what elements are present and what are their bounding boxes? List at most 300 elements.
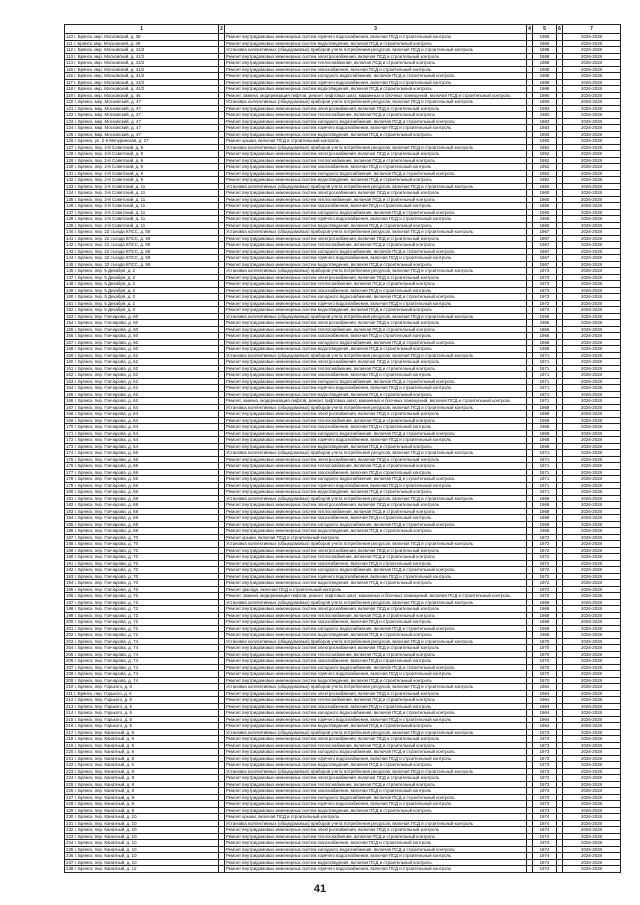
row-address: г. Брянск, пер. 22 съезда КПСС, д. 59 xyxy=(74,242,151,247)
row-period-cell: 2026-2028 xyxy=(563,138,621,145)
row-address: г. Брянск, пер. Гончарова, д. 64 xyxy=(74,424,139,429)
row-work-cell: Ремонт внутридомовых инженерных систем холодного водоснабжения, включая ПСД и строительный контроль xyxy=(225,664,527,671)
table-header-row xyxy=(65,25,621,34)
row-period-cell: 2026-2028 xyxy=(563,703,621,710)
row-number: 175 xyxy=(66,456,74,462)
row-address: г. Брянск, пер. Канатный, д. 10 xyxy=(74,820,137,826)
row-address: г. Брянск, пер. 5 Декабря, д. 2 xyxy=(74,274,136,280)
row-number: 149 xyxy=(66,287,74,293)
row-year-cell: 1974 xyxy=(533,859,557,866)
row-year-cell: 1973 xyxy=(533,762,557,769)
row-period-cell: 2026-2028 xyxy=(563,794,621,801)
row-year-cell: 1983 xyxy=(533,125,557,132)
row-number: 160 xyxy=(66,359,74,364)
row-year-cell: 1973 xyxy=(533,749,557,756)
row-work-cell: Установка коллективных (общедомовых) приборов учета потребления ресурсов, включая ПСД и строительный контроль xyxy=(225,352,527,359)
row-period-cell: 2026-2028 xyxy=(563,411,621,418)
row-work-cell: Ремонт внутридомовых инженерных систем теплоснабжения, включая ПСД и строительный контроль xyxy=(225,697,527,704)
row-address: г. Брянск, пер. 2-й Советский, д. 11 xyxy=(74,222,146,228)
header-col-7: 7 xyxy=(563,25,621,34)
row-number: 216 xyxy=(66,723,74,728)
row-work-cell: Установка коллективных (общедомовых) приборов учета потребления ресурсов, включая ПСД и строительный контроль xyxy=(225,268,527,275)
row-work-cell: Ремонт внутридомовых инженерных систем теплоснабжения, включая ПСД и строительный контроль xyxy=(225,833,527,840)
row-address: г. Брянск, пер. Гончарова, д. 66 xyxy=(74,456,139,462)
row-period-cell: 2026-2028 xyxy=(563,632,621,639)
row-address: г. Брянск, пер. Гончарова, д. 74 xyxy=(74,651,139,657)
row-address: г. Брянск, пер. Гончарова, д. 74 xyxy=(74,638,139,644)
row-period-cell: 2026-2028 xyxy=(563,105,621,112)
row-work-cell: Установка коллективных (общедомовых) приборов учета потребления ресурсов, включая ПСД и строительный контроль xyxy=(225,183,527,190)
row-address: г. Брянск, пер. Гончарова, д. 62 xyxy=(74,352,139,358)
row-address: г. Брянск, пер. Гончарова, д. 60 xyxy=(74,333,139,338)
row-work-cell: Ремонт внутридомовых инженерных систем водоотведения, включая ПСД и строительный контроль xyxy=(225,346,527,353)
document-page xyxy=(64,24,620,873)
row-work-cell: Ремонт внутридомовых инженерных систем электроснабжения, включая ПСД и строительный контроль xyxy=(225,736,527,743)
row-year-cell: 1974 xyxy=(533,827,557,834)
row-period-cell: 2026-2028 xyxy=(563,268,621,275)
row-period-cell: 2026-2028 xyxy=(563,599,621,606)
row-number: 153 xyxy=(66,313,74,319)
row-work-cell: Установка коллективных (общедомовых) приборов учета потребления ресурсов, включая ПСД и строительный контроль xyxy=(225,599,527,606)
row-period-cell: 2026-2028 xyxy=(563,79,621,86)
row-address: г. Брянск, мкр. Московский, д. 41/2 xyxy=(74,73,145,78)
row-year-cell: 1964 xyxy=(533,710,557,717)
row-work-cell: Ремонт внутридомовых инженерных систем горячего водоснабжения, включая ПСД и строительный контроль xyxy=(225,482,527,489)
row-year-cell: 1971 xyxy=(533,469,557,476)
row-work-cell: Ремонт внутридомовых инженерных систем теплоснабжения, включая ПСД и строительный контроль xyxy=(225,196,527,203)
row-address: г. Брянск, пер. Канатный, д. 6 xyxy=(74,729,135,735)
row-number: 174 xyxy=(66,450,74,455)
row-work-cell: Ремонт внутридомовых инженерных систем горячего водоснабжения, включая ПСД и строительный контроль xyxy=(225,853,527,860)
row-work-cell: Ремонт внутридомовых инженерных систем холодного водоснабжения, включая ПСД и строительный контроль xyxy=(225,170,527,177)
row-year-cell: 1983 xyxy=(533,112,557,119)
row-period-cell: 2026-2028 xyxy=(563,625,621,632)
row-period-cell: 2026-2028 xyxy=(563,157,621,164)
row-address: г. Брянск, пер. Канатный, д. 10 xyxy=(74,840,137,845)
row-period-cell: 2026-2028 xyxy=(563,313,621,320)
row-period-cell: 2026-2028 xyxy=(563,807,621,814)
row-number: 170 xyxy=(66,424,74,429)
row-period-cell: 2026-2028 xyxy=(563,60,621,67)
row-number: 150 xyxy=(66,294,74,299)
row-address: г. Брянск, пер. Гончарова, д. 74 xyxy=(74,664,139,670)
row-number: 235 xyxy=(66,846,74,852)
row-address: г. Брянск, пер. Гончарова, д. 66 xyxy=(74,450,139,455)
row-number: 158 xyxy=(66,346,74,351)
row-work-cell: Ремонт внутридомовых инженерных систем холодного водоснабжения, включая ПСД и строительный контроль xyxy=(225,794,527,801)
row-address: г. Брянск, пер. 2-й Советский, д. 9 xyxy=(74,151,144,156)
row-number: 221 xyxy=(66,755,74,761)
row-period-cell: 2026-2028 xyxy=(563,339,621,346)
row-address: г. Брянск, пер. Гончарова, д. 62 xyxy=(74,378,139,384)
row-number: 154 xyxy=(66,320,74,325)
row-work-cell: Ремонт внутридомовых инженерных систем теплоснабжения, включая ПСД и строительный контроль xyxy=(225,508,527,515)
row-address: г. Брянск, пер. Гончарова, д. 74 xyxy=(74,645,139,650)
row-address: г. Брянск, мкр. Московский, д. 47 xyxy=(74,105,141,111)
row-work-cell: Ремонт крыши, включая ПСД и строительный контроль xyxy=(225,138,527,145)
row-period-cell: 2026-2028 xyxy=(563,515,621,522)
row-work-cell: Ремонт внутридомовых инженерных систем холодного водоснабжения, включая ПСД и строительный контроль xyxy=(225,710,527,717)
row-period-cell: 2026-2028 xyxy=(563,164,621,171)
row-year-cell: 1973 xyxy=(533,742,557,749)
row-work-cell: Установка коллективных (общедомовых) приборов учета потребления ресурсов, включая ПСД и строительный контроль xyxy=(225,768,527,775)
row-address: г. Брянск, пер. Гончарова, д. 64 xyxy=(74,411,139,416)
row-address: г. Брянск, пер. Гончарова, д. 70 xyxy=(74,547,139,553)
row-work-cell: Ремонт крыши, включая ПСД и строительный контроль xyxy=(225,534,527,541)
row-address: г. Брянск, пер. Гончарова, д. 64 xyxy=(74,430,139,436)
row-year-cell: 1968 xyxy=(533,495,557,502)
header-col-4: 4 xyxy=(528,26,531,32)
row-address: г. Брянск, пер. Канатный, д. 8 xyxy=(74,788,135,793)
row-number: 179 xyxy=(66,482,74,488)
row-period-cell: 2026-2028 xyxy=(563,183,621,190)
row-number: 157 xyxy=(66,339,74,345)
row-number: 127 xyxy=(66,144,74,150)
row-work-cell: Ремонт внутридомовых инженерных систем электроснабжения, включая ПСД и строительный контроль xyxy=(225,502,527,509)
row-address: г. Брянск, пер. Канатный, д. 12 xyxy=(74,866,137,871)
row-work-cell: Ремонт внутридомовых инженерных систем водоотведения, включая ПСД и строительный контроль xyxy=(225,489,527,496)
row-work-cell: Ремонт внутридомовых инженерных систем холодного водоснабжения, включая ПСД и строительный контроль xyxy=(225,430,527,437)
row-period-cell: 2026-2028 xyxy=(563,476,621,483)
row-year-cell: 1971 xyxy=(533,456,557,463)
row-address: г. Брянск, пер. Гончарова, д. 68 xyxy=(74,515,139,520)
row-period-cell: 2026-2028 xyxy=(563,619,621,626)
row-number: 112 xyxy=(66,47,73,52)
row-number: 142 xyxy=(66,242,74,247)
row-address: г. Брянск, пер. Гончарова, д. 68 xyxy=(74,508,139,514)
row-number: 113 xyxy=(66,53,73,59)
row-address: г. Брянск, пер. Гончарова, д. 74 xyxy=(74,677,139,683)
row-address: г. Брянск, пер. Гончарова, д. 72 xyxy=(74,606,139,611)
row-number: 223 xyxy=(66,768,74,774)
row-address: г. Брянск, пер. Гончарова, д. 68 xyxy=(74,528,139,533)
row-period-cell: 2026-2028 xyxy=(563,554,621,561)
row-number: 168 xyxy=(66,411,74,416)
row-period-cell: 2026-2028 xyxy=(563,222,621,229)
row-address: г. Брянск, пер. Горького, д. 5 xyxy=(74,710,132,715)
row-number: 110 xyxy=(66,34,73,39)
row-number: 183 xyxy=(66,508,74,514)
row-period-cell: 2026-2028 xyxy=(563,684,621,691)
row-number: 121 xyxy=(66,105,74,111)
row-period-cell: 2026-2028 xyxy=(563,378,621,385)
row-work-cell: Ремонт внутридомовых инженерных систем газоснабжения, включая ПСД и строительный контроль xyxy=(225,788,527,795)
row-year-cell: 1968 xyxy=(533,404,557,411)
row-period-cell: 2026-2028 xyxy=(563,495,621,502)
row-number: 237 xyxy=(66,859,74,865)
row-year-cell: 1974 xyxy=(533,853,557,860)
row-number: 169 xyxy=(66,417,74,423)
row-address: г. Брянск, пер. Канатный, д. 8 xyxy=(74,781,135,787)
row-year-cell: 1964 xyxy=(533,703,557,710)
table-body xyxy=(65,34,621,873)
row-work-cell: Ремонт внутридомовых инженерных систем водоотведения, включая ПСД и строительный контроль xyxy=(225,131,527,138)
page-number: 41 xyxy=(313,883,327,895)
row-number: 225 xyxy=(66,781,74,787)
row-year-cell: 1972 xyxy=(533,573,557,580)
row-work-cell: Ремонт внутридомовых инженерных систем теплоснабжения, включая ПСД и строительный контроль xyxy=(225,417,527,424)
row-year-cell: 1960 xyxy=(533,196,557,203)
row-number: 111 xyxy=(66,40,73,46)
row-number: 161 xyxy=(66,365,74,371)
row-address: г. Брянск, пер. Гончарова, д. 62 xyxy=(74,385,139,390)
row-number: 196 xyxy=(66,593,74,598)
row-number: 144 xyxy=(66,255,74,260)
row-work-cell: Установка коллективных (общедомовых) приборов учета потребления ресурсов, включая ПСД и строительный контроль xyxy=(225,313,527,320)
row-number: 120 xyxy=(66,99,74,104)
row-number: 138 xyxy=(66,216,74,221)
row-number: 230 xyxy=(66,814,74,819)
row-period-cell: 2026-2028 xyxy=(563,196,621,203)
row-work-cell: Ремонт внутридомовых инженерных систем горячего водоснабжения, включая ПСД и строительный контроль xyxy=(225,300,527,307)
row-period-cell: 2026-2028 xyxy=(563,287,621,294)
row-number: 135 xyxy=(66,196,74,202)
row-work-cell: Ремонт внутридомовых инженерных систем электроснабжения, включая ПСД и строительный контроль xyxy=(225,775,527,782)
row-year-cell: 1968 xyxy=(533,430,557,437)
row-work-cell: Ремонт внутридомовых инженерных систем холодного водоснабжения, включая ПСД и строительный контроль xyxy=(225,118,527,125)
row-year-cell: 1971 xyxy=(533,378,557,385)
row-year-cell: 1952 xyxy=(533,177,557,184)
row-work-cell: Ремонт внутридомовых инженерных систем водоотведения, включая ПСД и строительный контроль xyxy=(225,762,527,769)
row-number: 189 xyxy=(66,547,74,553)
row-number: 156 xyxy=(66,333,74,338)
row-year-cell: 1968 xyxy=(533,528,557,535)
row-period-cell: 2026-2028 xyxy=(563,534,621,541)
row-year-cell: 1968 xyxy=(533,437,557,444)
row-address: г. Брянск, пер. Гончарова, д. 60 xyxy=(74,326,139,332)
row-number: 185 xyxy=(66,521,74,527)
row-period-cell: 2026-2028 xyxy=(563,216,621,223)
row-address: г. Брянск, пер. Гончарова, д. 66 xyxy=(74,463,139,468)
row-year-cell: 1971 xyxy=(533,398,557,405)
row-address: г. Брянск, пер. Гончарова, д. 68 xyxy=(74,495,139,501)
row-number: 222 xyxy=(66,762,74,767)
row-period-cell: 2026-2028 xyxy=(563,586,621,593)
row-year-cell: 1966 xyxy=(533,313,557,320)
row-period-cell: 2026-2028 xyxy=(563,300,621,307)
row-year-cell: 1972 xyxy=(533,593,557,600)
row-year-cell: 1967 xyxy=(533,229,557,236)
row-period-cell: 2026-2028 xyxy=(563,638,621,645)
row-address: г. Брянск, мкр. Московский, д. 41/2 xyxy=(74,60,145,65)
row-work-cell: Ремонт внутридомовых инженерных систем электроснабжения, включая ПСД и строительный контроль xyxy=(225,235,527,242)
row-year-cell: 1960 xyxy=(533,183,557,190)
row-number: 139 xyxy=(66,222,74,228)
row-number: 192 xyxy=(66,567,74,572)
row-period-cell: 2026-2028 xyxy=(563,749,621,756)
row-year-cell: 1974 xyxy=(533,820,557,827)
row-address: г. Брянск, пер. 2-й Советский, д. 9 xyxy=(74,144,144,150)
row-work-cell: Ремонт внутридомовых инженерных систем газоснабжения, включая ПСД и строительный контроль xyxy=(225,619,527,626)
row-work-cell: Ремонт внутридомовых инженерных систем водоотведения, включая ПСД и строительный контроль xyxy=(225,307,527,314)
row-period-cell: 2026-2028 xyxy=(563,716,621,723)
row-year-cell: 1974 xyxy=(533,846,557,853)
row-year-cell: 1973 xyxy=(533,307,557,314)
row-work-cell: Установка коллективных (общедомовых) приборов учета потребления ресурсов, включая ПСД и строительный контроль xyxy=(225,99,527,106)
row-year-cell: 1952 xyxy=(533,144,557,151)
row-number: 176 xyxy=(66,463,74,468)
row-period-cell: 2026-2028 xyxy=(563,177,621,184)
row-period-cell: 2026-2028 xyxy=(563,580,621,587)
row-address: г. Брянск, пер. 2-й Советский, д. 11 xyxy=(74,203,146,208)
row-address: г. Брянск, мкр. Московский, д. 47 xyxy=(74,118,141,124)
row-period-cell: 2026-2028 xyxy=(563,417,621,424)
row-work-cell: Ремонт внутридомовых инженерных систем теплоснабжения, включая ПСД и строительный контроль xyxy=(225,651,527,658)
row-address: г. Брянск, пер. Канатный, д. 6 xyxy=(74,742,135,748)
header-col-6: 6 xyxy=(558,26,561,32)
row-number: 148 xyxy=(66,281,74,286)
row-year-cell: 1973 xyxy=(533,801,557,808)
row-year-cell: 1970 xyxy=(533,651,557,658)
row-number: 229 xyxy=(66,807,74,813)
row-work-cell: Установка коллективных (общедомовых) приборов учета потребления ресурсов, включая ПСД и строительный контроль xyxy=(225,404,527,411)
row-year-cell: 1964 xyxy=(533,690,557,697)
row-period-cell: 2026-2028 xyxy=(563,463,621,470)
row-period-cell: 2026-2028 xyxy=(563,86,621,93)
row-period-cell: 2026-2028 xyxy=(563,307,621,314)
row-work-cell: Ремонт внутридомовых инженерных систем холодного водоснабжения, включая ПСД и строительный контроль xyxy=(225,294,527,301)
row-work-cell: Ремонт внутридомовых инженерных систем водоотведения, включая ПСД и строительный контроль xyxy=(225,580,527,587)
row-address: г. Брянск, пер. Гончарова, д. 60 xyxy=(74,346,139,351)
row-period-cell: 2026-2028 xyxy=(563,846,621,853)
row-work-cell: Ремонт внутридомовых инженерных систем электроснабжения, включая ПСД и строительный контроль xyxy=(225,606,527,613)
row-year-cell: 1960 xyxy=(533,222,557,229)
row-work-cell: Ремонт внутридомовых инженерных систем электроснабжения, включая ПСД и строительный контроль xyxy=(225,411,527,418)
row-year-cell: 1967 xyxy=(533,248,557,255)
row-year-cell: 1973 xyxy=(533,300,557,307)
row-work-cell: Ремонт внутридомовых инженерных систем холодного водоснабжения, включая ПСД и строительный контроль xyxy=(225,73,527,80)
row-work-cell: Ремонт внутридомовых инженерных систем холодного водоснабжения, включая ПСД и строительный контроль xyxy=(225,248,527,255)
row-year-cell: 1968 xyxy=(533,612,557,619)
row-number: 136 xyxy=(66,203,74,208)
row-number: 152 xyxy=(66,307,74,312)
row-number: 114 xyxy=(66,60,73,65)
row-period-cell: 2026-2028 xyxy=(563,456,621,463)
row-work-cell: Ремонт внутридомовых инженерных систем водоотведения, включая ПСД и строительный контроль xyxy=(225,528,527,535)
row-address: г. Брянск, пер. 2-й Советский, д. 9 xyxy=(74,164,144,169)
row-address: г. Брянск, пер. Гончарова, д. 64 xyxy=(74,404,139,410)
row-work-cell: Ремонт внутридомовых инженерных систем теплоснабжения, включая ПСД и строительный контроль xyxy=(225,612,527,619)
row-address: г. Брянск, пер. 2-й Советский, д. 11 xyxy=(74,190,146,195)
row-work-cell: Ремонт внутридомовых инженерных систем газоснабжения, включая ПСД и строительный контроль xyxy=(225,560,527,567)
row-period-cell: 2026-2028 xyxy=(563,203,621,210)
row-number: 204 xyxy=(66,645,74,650)
row-period-cell: 2026-2028 xyxy=(563,53,621,60)
row-year-cell: 1972 xyxy=(533,534,557,541)
row-year-cell: 1964 xyxy=(533,697,557,704)
row-address: г. Брянск, пер. 2-й Советский, д. 11 xyxy=(74,216,146,221)
row-work-cell: Установка коллективных (общедомовых) приборов учета потребления ресурсов, включая ПСД и строительный контроль xyxy=(225,47,527,54)
row-period-cell: 2026-2028 xyxy=(563,723,621,730)
row-address: г. Брянск, пер. Гончарова, д. 72 xyxy=(74,632,139,637)
row-work-cell: Установка коллективных (общедомовых) приборов учета потребления ресурсов, включая ПСД и строительный контроль xyxy=(225,820,527,827)
row-work-cell: Ремонт внутридомовых инженерных систем холодного водоснабжения, включая ПСД и строительный контроль xyxy=(225,749,527,756)
row-address: г. Брянск, пер. Гончарова, д. 60 xyxy=(74,313,139,319)
row-address: г. Брянск, мкр. Московский, д. 47 xyxy=(74,112,141,117)
table-row xyxy=(65,866,621,873)
row-work-cell: Ремонт внутридомовых инженерных систем горячего водоснабжения, включая ПСД и строительный контроль xyxy=(225,671,527,678)
row-work-cell: Ремонт внутридомовых инженерных систем электроснабжения, включая ПСД и строительный контроль xyxy=(225,359,527,366)
row-number: 180 xyxy=(66,489,74,494)
row-year-cell: 1968 xyxy=(533,619,557,626)
row-number: 140 xyxy=(66,229,74,234)
row-year-cell: 1960 xyxy=(533,209,557,216)
row-work-cell: Ремонт внутридомовых инженерных систем горячего водоснабжения, включая ПСД и строительный контроль xyxy=(225,573,527,580)
row-work-cell: Ремонт внутридомовых инженерных систем газоснабжения, включая ПСД и строительный контроль xyxy=(225,703,527,710)
row-year-cell: 1966 xyxy=(533,326,557,333)
row-number: 143 xyxy=(66,248,74,254)
row-year-cell: 1960 xyxy=(533,138,557,145)
row-year-cell: 1971 xyxy=(533,489,557,496)
row-year-cell: 1972 xyxy=(533,567,557,574)
row-address: г. Брянск, пер. Гончарова, д. 70 xyxy=(74,554,139,559)
row-work-cell: Ремонт внутридомовых инженерных систем теплоснабжения, включая ПСД и строительный контроль xyxy=(225,112,527,119)
row-number: 206 xyxy=(66,658,74,663)
row-period-cell: 2026-2028 xyxy=(563,365,621,372)
row-year-cell: 1968 xyxy=(533,632,557,639)
row-period-cell: 2026-2028 xyxy=(563,274,621,281)
row-work-cell: Установка коллективных (общедомовых) приборов учета потребления ресурсов, включая ПСД и строительный контроль xyxy=(225,638,527,645)
row-period-cell: 2026-2028 xyxy=(563,612,621,619)
row-year-cell: 1952 xyxy=(533,164,557,171)
row-period-cell: 2026-2028 xyxy=(563,294,621,301)
row-work-cell: Ремонт внутридомовых инженерных систем газоснабжения, включая ПСД и строительный контроль xyxy=(225,164,527,171)
row-work-cell: Ремонт внутридомовых инженерных систем водоотведения, включая ПСД и строительный контроль xyxy=(225,391,527,398)
row-year-cell: 1986 xyxy=(533,34,557,41)
row-address: г. Брянск, пер. Гончарова, д. 70 xyxy=(74,573,139,579)
row-address: г. Брянск, мкр. Московский, д. 41/2 xyxy=(74,86,145,91)
row-period-cell: 2026-2028 xyxy=(563,66,621,73)
row-period-cell: 2026-2028 xyxy=(563,346,621,353)
row-number: 198 xyxy=(66,606,74,611)
row-work-cell: Ремонт внутридомовых инженерных систем газоснабжения, включая ПСД и строительный контроль xyxy=(225,469,527,476)
row-number: 164 xyxy=(66,385,74,390)
row-period-cell: 2026-2028 xyxy=(563,131,621,138)
row-number: 219 xyxy=(66,742,74,748)
row-address: г. Брянск, пер. Гончарова, д. 66 xyxy=(74,482,139,488)
row-period-cell: 2026-2028 xyxy=(563,209,621,216)
row-address: г. Брянск, пер. Гончарова, д. 66 xyxy=(74,476,139,481)
row-work-cell: Ремонт, замена, модернизация лифтов, ремонт лифтовых шахт, машинных и блочных помещений, включая ПСД и строительный контроль xyxy=(225,398,527,405)
row-year-cell: 1971 xyxy=(533,391,557,398)
row-number: 211 xyxy=(66,690,73,696)
row-address: г. Брянск, пер. 22 съезда КПСС, д. 59 xyxy=(74,261,151,267)
row-work-cell: Ремонт внутридомовых инженерных систем газоснабжения, включая ПСД и строительный контроль xyxy=(225,658,527,665)
row-year-cell: 1970 xyxy=(533,664,557,671)
row-work-cell: Ремонт внутридомовых инженерных систем газоснабжения, включая ПСД и строительный контроль xyxy=(225,424,527,431)
row-address: г. Брянск, пер. 22 съезда КПСС, д. 59 xyxy=(74,235,151,241)
row-number: 214 xyxy=(66,710,74,715)
row-year-cell: 1972 xyxy=(533,547,557,554)
row-year-cell: 1974 xyxy=(533,866,557,873)
row-address: г. Брянск, пер. Канатный, д. 8 xyxy=(74,807,135,813)
row-year-cell: 1986 xyxy=(533,40,557,47)
row-address: г. Брянск, пер. Гончарова, д. 62 xyxy=(74,372,139,377)
row-work-cell: Ремонт внутридомовых инженерных систем водоотведения, включая ПСД и строительный контроль xyxy=(225,177,527,184)
row-number: 201 xyxy=(66,625,74,631)
row-work-cell: Ремонт внутридомовых инженерных систем электроснабжения, включая ПСД и строительный контроль xyxy=(225,645,527,652)
row-number: 236 xyxy=(66,853,74,858)
row-period-cell: 2026-2028 xyxy=(563,528,621,535)
row-work-cell: Ремонт внутридомовых инженерных систем электроснабжения, включая ПСД и строительный контроль xyxy=(225,274,527,281)
row-address: г. Брянск, пер. 5 Декабря, д. 2 xyxy=(74,300,136,306)
row-period-cell: 2026-2028 xyxy=(563,248,621,255)
row-work-cell: Ремонт крыши, включая ПСД и строительный контроль xyxy=(225,814,527,821)
row-year-cell: 1968 xyxy=(533,443,557,450)
row-address: г. Брянск, пер. 5 Декабря, д. 2 xyxy=(74,294,136,299)
row-year-cell: 1968 xyxy=(533,508,557,515)
row-work-cell: Установка коллективных (общедомовых) приборов учета потребления ресурсов, включая ПСД и строительный контроль xyxy=(225,541,527,548)
